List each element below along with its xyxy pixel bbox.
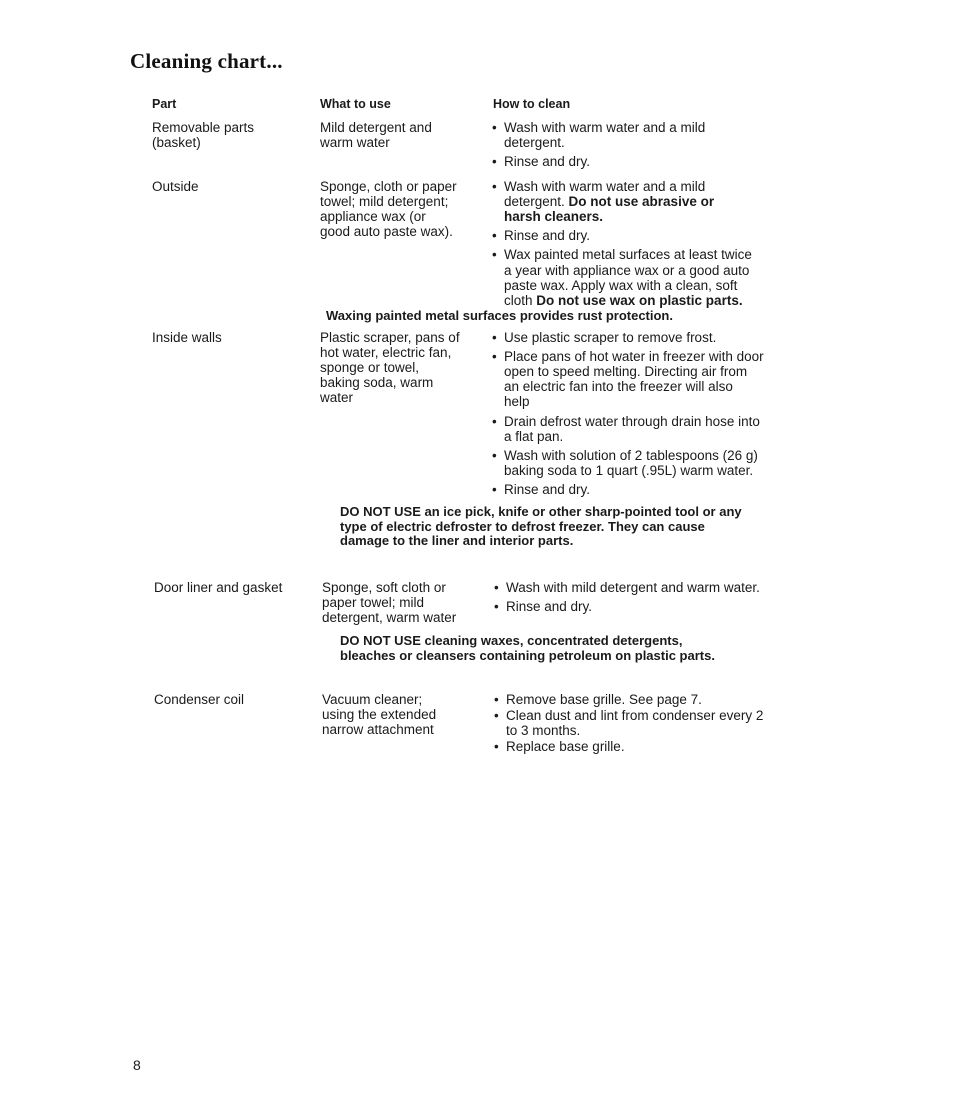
list-item-bold-text: Do not use abrasive or harsh cleaners. — [504, 194, 715, 225]
list-item: • Clean dust and lint from condenser every 2 to 3 months. — [494, 708, 814, 738]
list-item: • Wash with warm water and a mild detergent. — [492, 120, 812, 150]
list-item — [492, 179, 812, 224]
how-door-liner — [494, 580, 814, 618]
list-item: • Wash with mild detergent and warm water. — [494, 580, 814, 595]
list-item-text: Wash with warm water and a mild detergent. — [504, 179, 706, 210]
list-item: • Replace base grille. — [494, 739, 814, 754]
part-condenser-coil: Condenser coil — [154, 692, 245, 707]
part-door-liner: Door liner and gasket — [154, 580, 283, 595]
list-item-text: Wax painted metal surfaces at least twice a year with appliance wax or a good auto paste wax. Apply wax with a clean, soft cloth — [504, 247, 752, 308]
what-removable-parts: Mild detergent and warm water — [320, 120, 432, 151]
list-item: • Wash with solution of 2 tablespoons (26 g) baking soda to 1 quart (.95L) warm water. — [492, 448, 812, 478]
how-outside — [492, 179, 812, 312]
what-outside: Sponge, cloth or paper towel; mild detergent; appliance wax (or good auto paste wax). — [320, 179, 457, 240]
how-condenser-coil — [494, 692, 814, 755]
how-inside-walls — [492, 330, 812, 501]
note-waxing: Waxing painted metal surfaces provides rust protection. — [326, 308, 673, 323]
warning-sharp-tools: DO NOT USE an ice pick, knife or other sharp-pointed tool or any type of electric defroster to defrost freezer. They can cause damage to the liner and interior parts. — [340, 504, 742, 549]
list-item-bold-text: Do not use wax on plastic parts. — [536, 292, 743, 308]
what-door-liner: Sponge, soft cloth or paper towel; mild detergent, warm water — [322, 580, 457, 626]
part-removable-parts: Removable parts (basket) — [152, 120, 255, 151]
header-how-to-clean: How to clean — [493, 97, 571, 111]
list-item: • Rinse and dry. — [492, 228, 812, 243]
part-inside-walls: Inside walls — [152, 330, 222, 345]
list-item: • Rinse and dry. — [494, 599, 814, 614]
list-item — [492, 247, 812, 307]
list-item: • Rinse and dry. — [492, 482, 812, 497]
list-item: • Use plastic scraper to remove frost. — [492, 330, 812, 345]
list-item: • Rinse and dry. — [492, 154, 812, 169]
header-part: Part — [152, 97, 177, 111]
page-title: Cleaning chart... — [130, 49, 283, 73]
what-inside-walls: Plastic scraper, pans of hot water, electric fan, sponge or towel, baking soda, warm water — [320, 330, 460, 406]
page-number: 8 — [133, 1057, 141, 1073]
part-outside: Outside — [152, 179, 199, 194]
what-condenser-coil: Vacuum cleaner; using the extended narrow attachment — [322, 692, 437, 738]
warning-cleaning-waxes: DO NOT USE cleaning waxes, concentrated detergents, bleaches or cleansers containing petroleum on plastic parts. — [340, 633, 715, 663]
list-item: • Remove base grille. See page 7. — [494, 692, 814, 707]
how-removable-parts — [492, 120, 812, 173]
list-item: • Place pans of hot water in freezer with door open to speed melting. Directing air from an electric fan into the freezer will also help — [492, 349, 812, 409]
header-what-to-use: What to use — [320, 97, 391, 111]
list-item: • Drain defrost water through drain hose into a flat pan. — [492, 414, 812, 444]
